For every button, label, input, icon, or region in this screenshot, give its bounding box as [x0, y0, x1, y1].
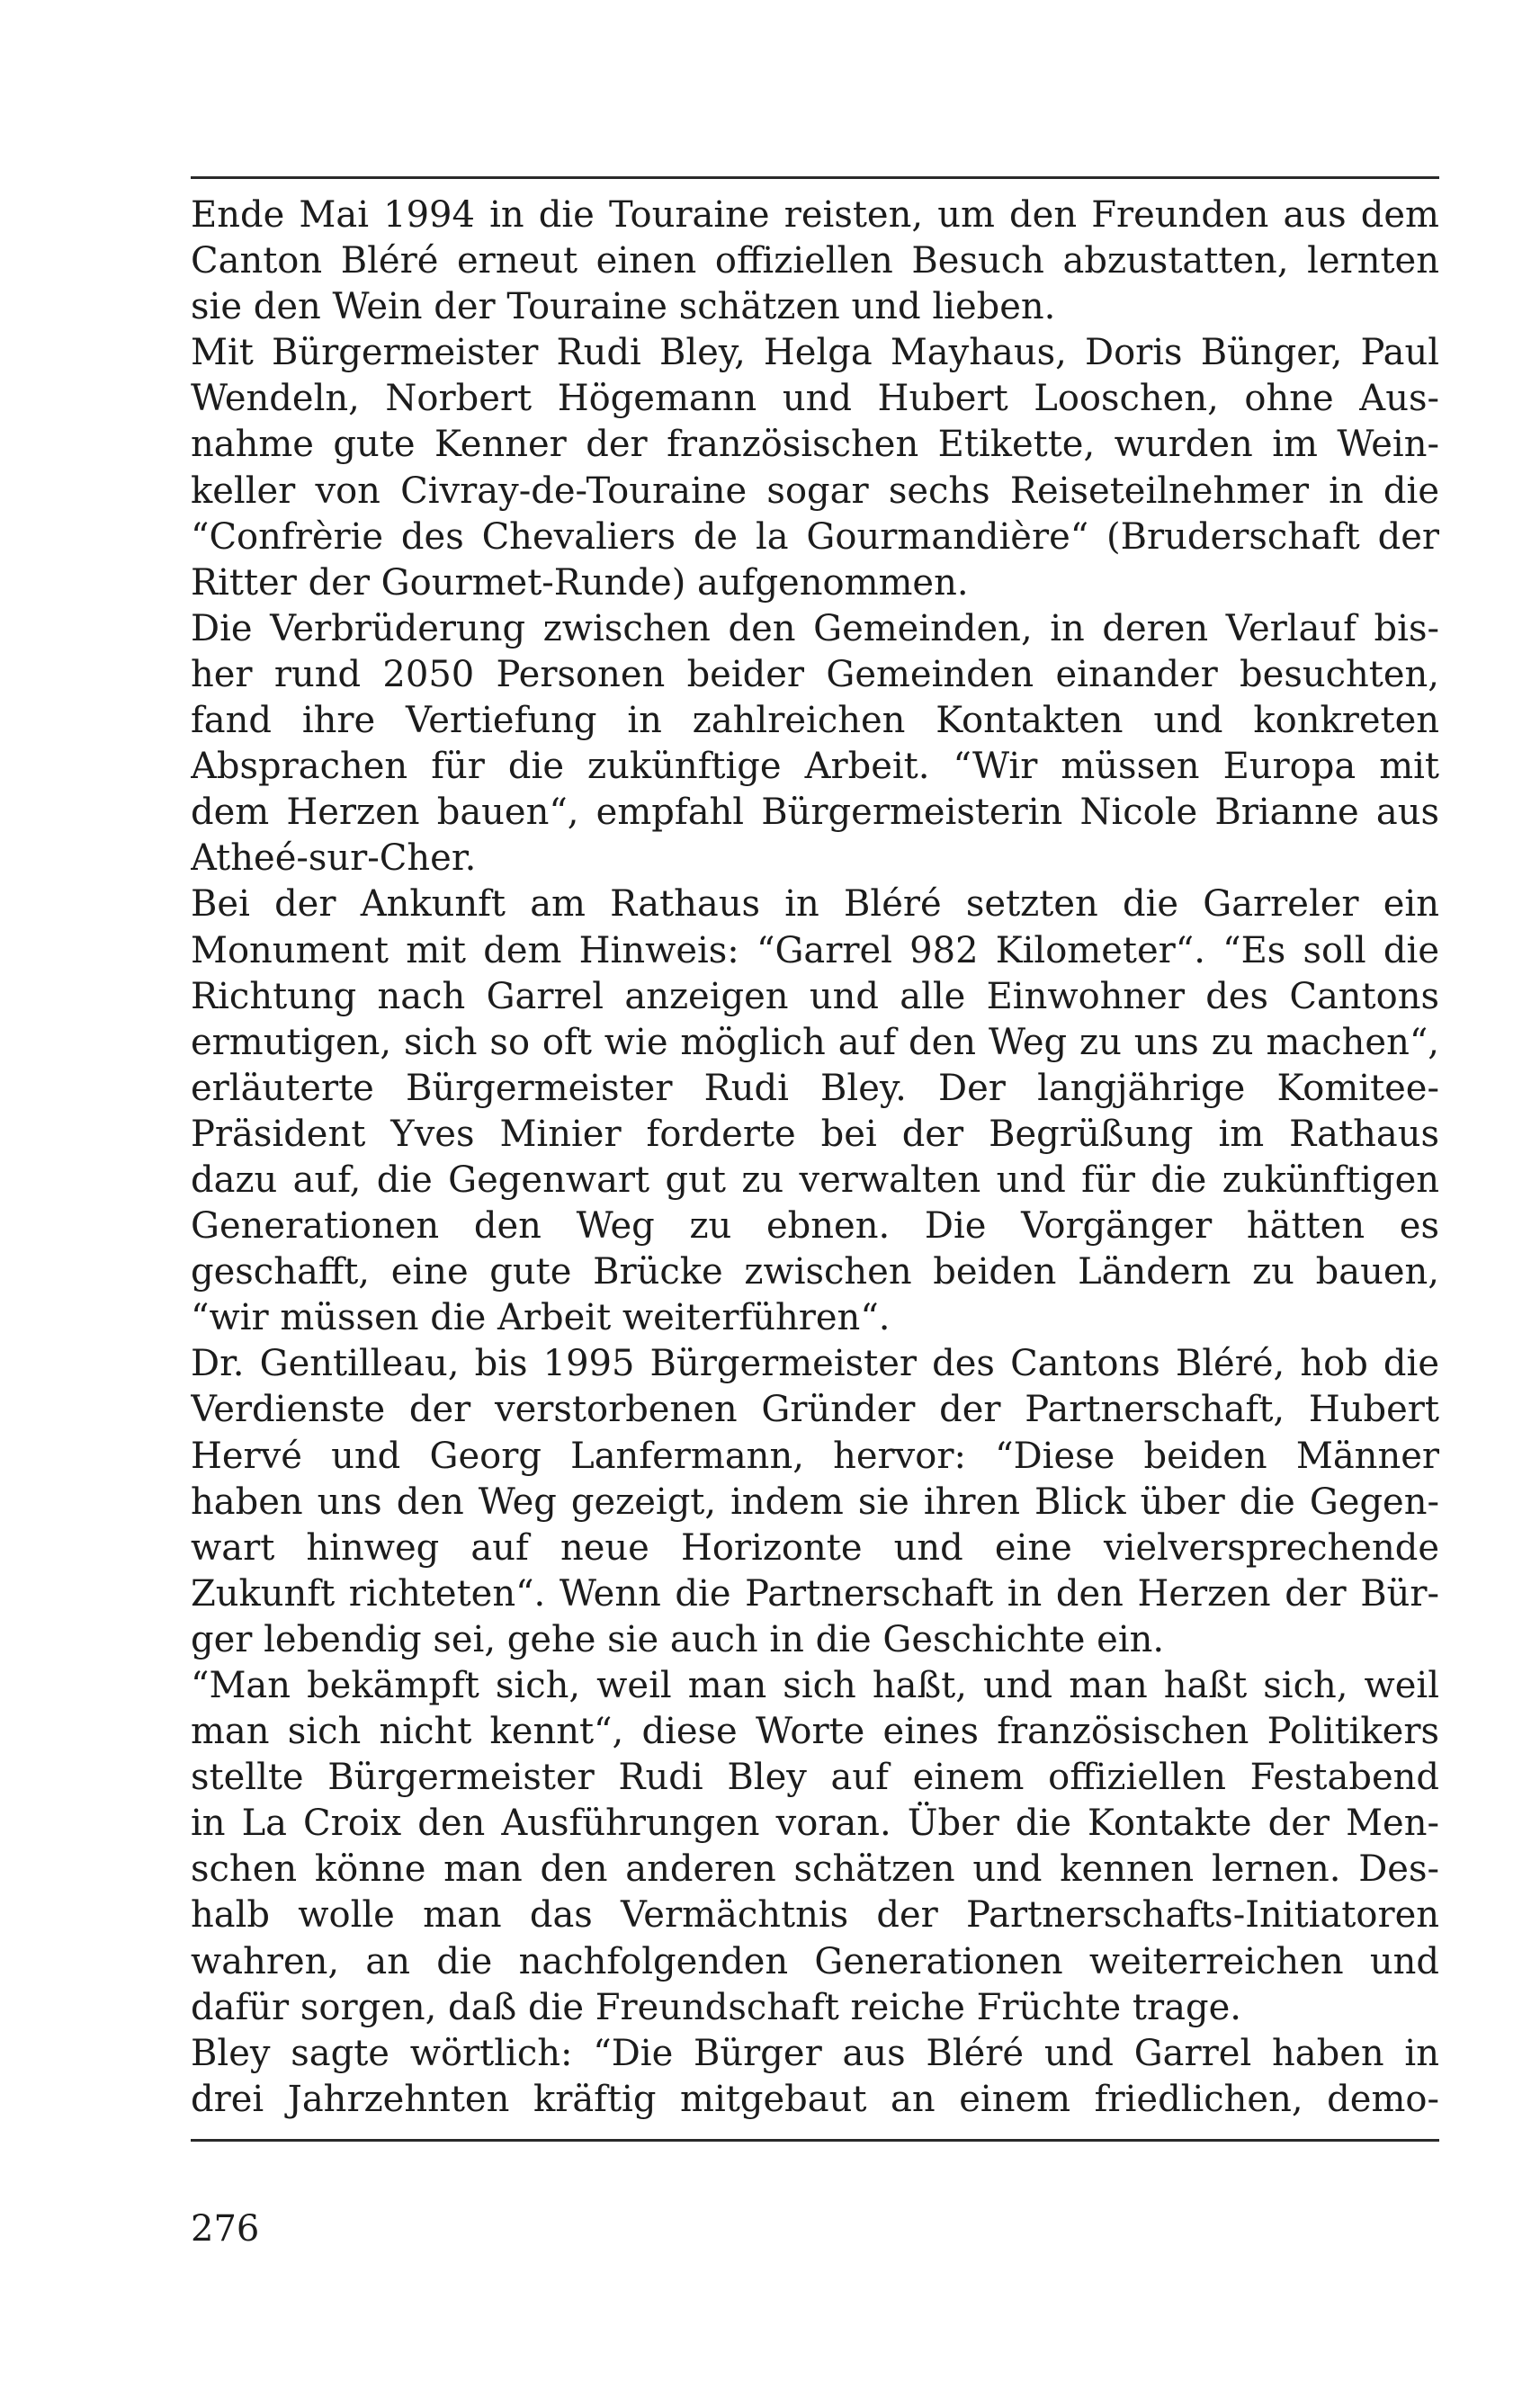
text-line: Mit Bürgermeister Rudi Bley, Helga Mayhaus, Doris Bünger, Paul	[191, 332, 1439, 374]
page-number: 276	[191, 2208, 260, 2250]
text-line: Ende Mai 1994 in die Touraine reisten, um den Freunden aus dem	[191, 194, 1439, 236]
text-line: in La Croix den Ausführungen voran. Über die Kontakte der Men-	[191, 1803, 1439, 1845]
text-line: wahren, an die nachfolgenden Generationen weiterreichen und	[191, 1940, 1439, 1982]
text-line: erläuterte Bürgermeister Rudi Bley. Der langjährige Komitee-	[191, 1067, 1439, 1109]
text-line: dazu auf, die Gegenwart gut zu verwalten und für die zukünftigen	[191, 1159, 1439, 1201]
text-line: haben uns den Weg gezeigt, indem sie ihren Blick über die Gegen-	[191, 1481, 1439, 1523]
text-line: Monument mit dem Hinweis: “Garrel 982 Kilometer“. “Es soll die	[191, 929, 1439, 971]
text-line: nahme gute Kenner der französischen Etikette, wurden im Wein-	[191, 424, 1439, 466]
text-line: man sich nicht kennt“, diese Worte eines französischen Politikers	[191, 1711, 1439, 1753]
text-line: dem Herzen bauen“, empfahl Bürgermeisterin Nicole Brianne aus	[191, 792, 1439, 834]
bottom-rule	[191, 2139, 1439, 2142]
text-line: ger lebendig sei, gehe sie auch in die Geschichte ein.	[191, 1618, 1165, 1660]
text-line: Atheé-sur-Cher.	[191, 837, 477, 880]
text-line: “Man bekämpft sich, weil man sich haßt, und man haßt sich, weil	[191, 1665, 1439, 1706]
text-line: her rund 2050 Personen beider Gemeinden einander besuchten,	[191, 653, 1439, 695]
text-line: Hervé und Georg Lanfermann, hervor: “Diese beiden Männer	[191, 1435, 1439, 1477]
text-line: fand ihre Vertiefung in zahlreichen Kontakten und konkreten	[191, 700, 1439, 742]
text-line: Richtung nach Garrel anzeigen und alle Einwohner des Cantons	[191, 975, 1439, 1017]
text-line: Zukunft richteten“. Wenn die Partnerschaft in den Herzen der Bür-	[191, 1572, 1439, 1615]
text-line: halb wolle man das Vermächtnis der Partnerschafts-Initiatoren	[191, 1894, 1439, 1937]
text-line: dafür sorgen, daß die Freundschaft reiche Früchte trage.	[191, 1986, 1241, 2028]
text-line: “Confrèrie des Chevaliers de la Gourmandière“ (Bruderschaft der	[191, 515, 1439, 558]
text-line: ermutigen, sich so oft wie möglich auf den Weg zu uns zu machen“,	[191, 1021, 1439, 1063]
text-line: sie den Wein der Touraine schätzen und lieben.	[191, 286, 1056, 328]
text-line: Bei der Ankunft am Rathaus in Bléré setzten die Garreler ein	[191, 883, 1439, 926]
text-line: keller von Civray-de-Touraine sogar sechs Reiseteilnehmer in die	[191, 470, 1439, 512]
text-line: Präsident Yves Minier forderte bei der Begrüßung im Rathaus	[191, 1113, 1439, 1155]
text-line: Canton Bléré erneut einen offiziellen Besuch abzustatten, lernten	[191, 240, 1439, 282]
text-line: Dr. Gentilleau, bis 1995 Bürgermeister des Cantons Bléré, hob die	[191, 1343, 1439, 1385]
text-line: Absprachen für die zukünftige Arbeit. “Wir müssen Europa mit	[191, 746, 1439, 788]
body-text	[191, 192, 1439, 2123]
text-line: Verdienste der verstorbenen Gründer der Partnerschaft, Hubert	[191, 1389, 1439, 1431]
text-line: Ritter der Gourmet-Runde) aufgenommen.	[191, 561, 969, 604]
text-line: drei Jahrzehnten kräftig mitgebaut an einem friedlichen, demo-	[191, 2078, 1439, 2120]
text-line: schen könne man den anderen schätzen und kennen lernen. Des-	[191, 1848, 1439, 1891]
top-rule	[191, 176, 1439, 179]
text-line: “wir müssen die Arbeit weiterführen“.	[191, 1297, 891, 1339]
text-line: Die Verbrüderung zwischen den Gemeinden, in deren Verlauf bis-	[191, 607, 1439, 649]
text-line: geschafft, eine gute Brücke zwischen beiden Ländern zu bauen,	[191, 1251, 1439, 1293]
text-line: Wendeln, Norbert Högemann und Hubert Looschen, ohne Aus-	[191, 378, 1439, 420]
text-line: Generationen den Weg zu ebnen. Die Vorgänger hätten es	[191, 1205, 1439, 1248]
text-line: Bley sagte wörtlich: “Die Bürger aus Bléré und Garrel haben in	[191, 2032, 1439, 2074]
text-line: stellte Bürgermeister Rudi Bley auf einem offiziellen Festabend	[191, 1757, 1439, 1799]
text-line: wart hinweg auf neue Horizonte und eine vielversprechende	[191, 1526, 1439, 1569]
